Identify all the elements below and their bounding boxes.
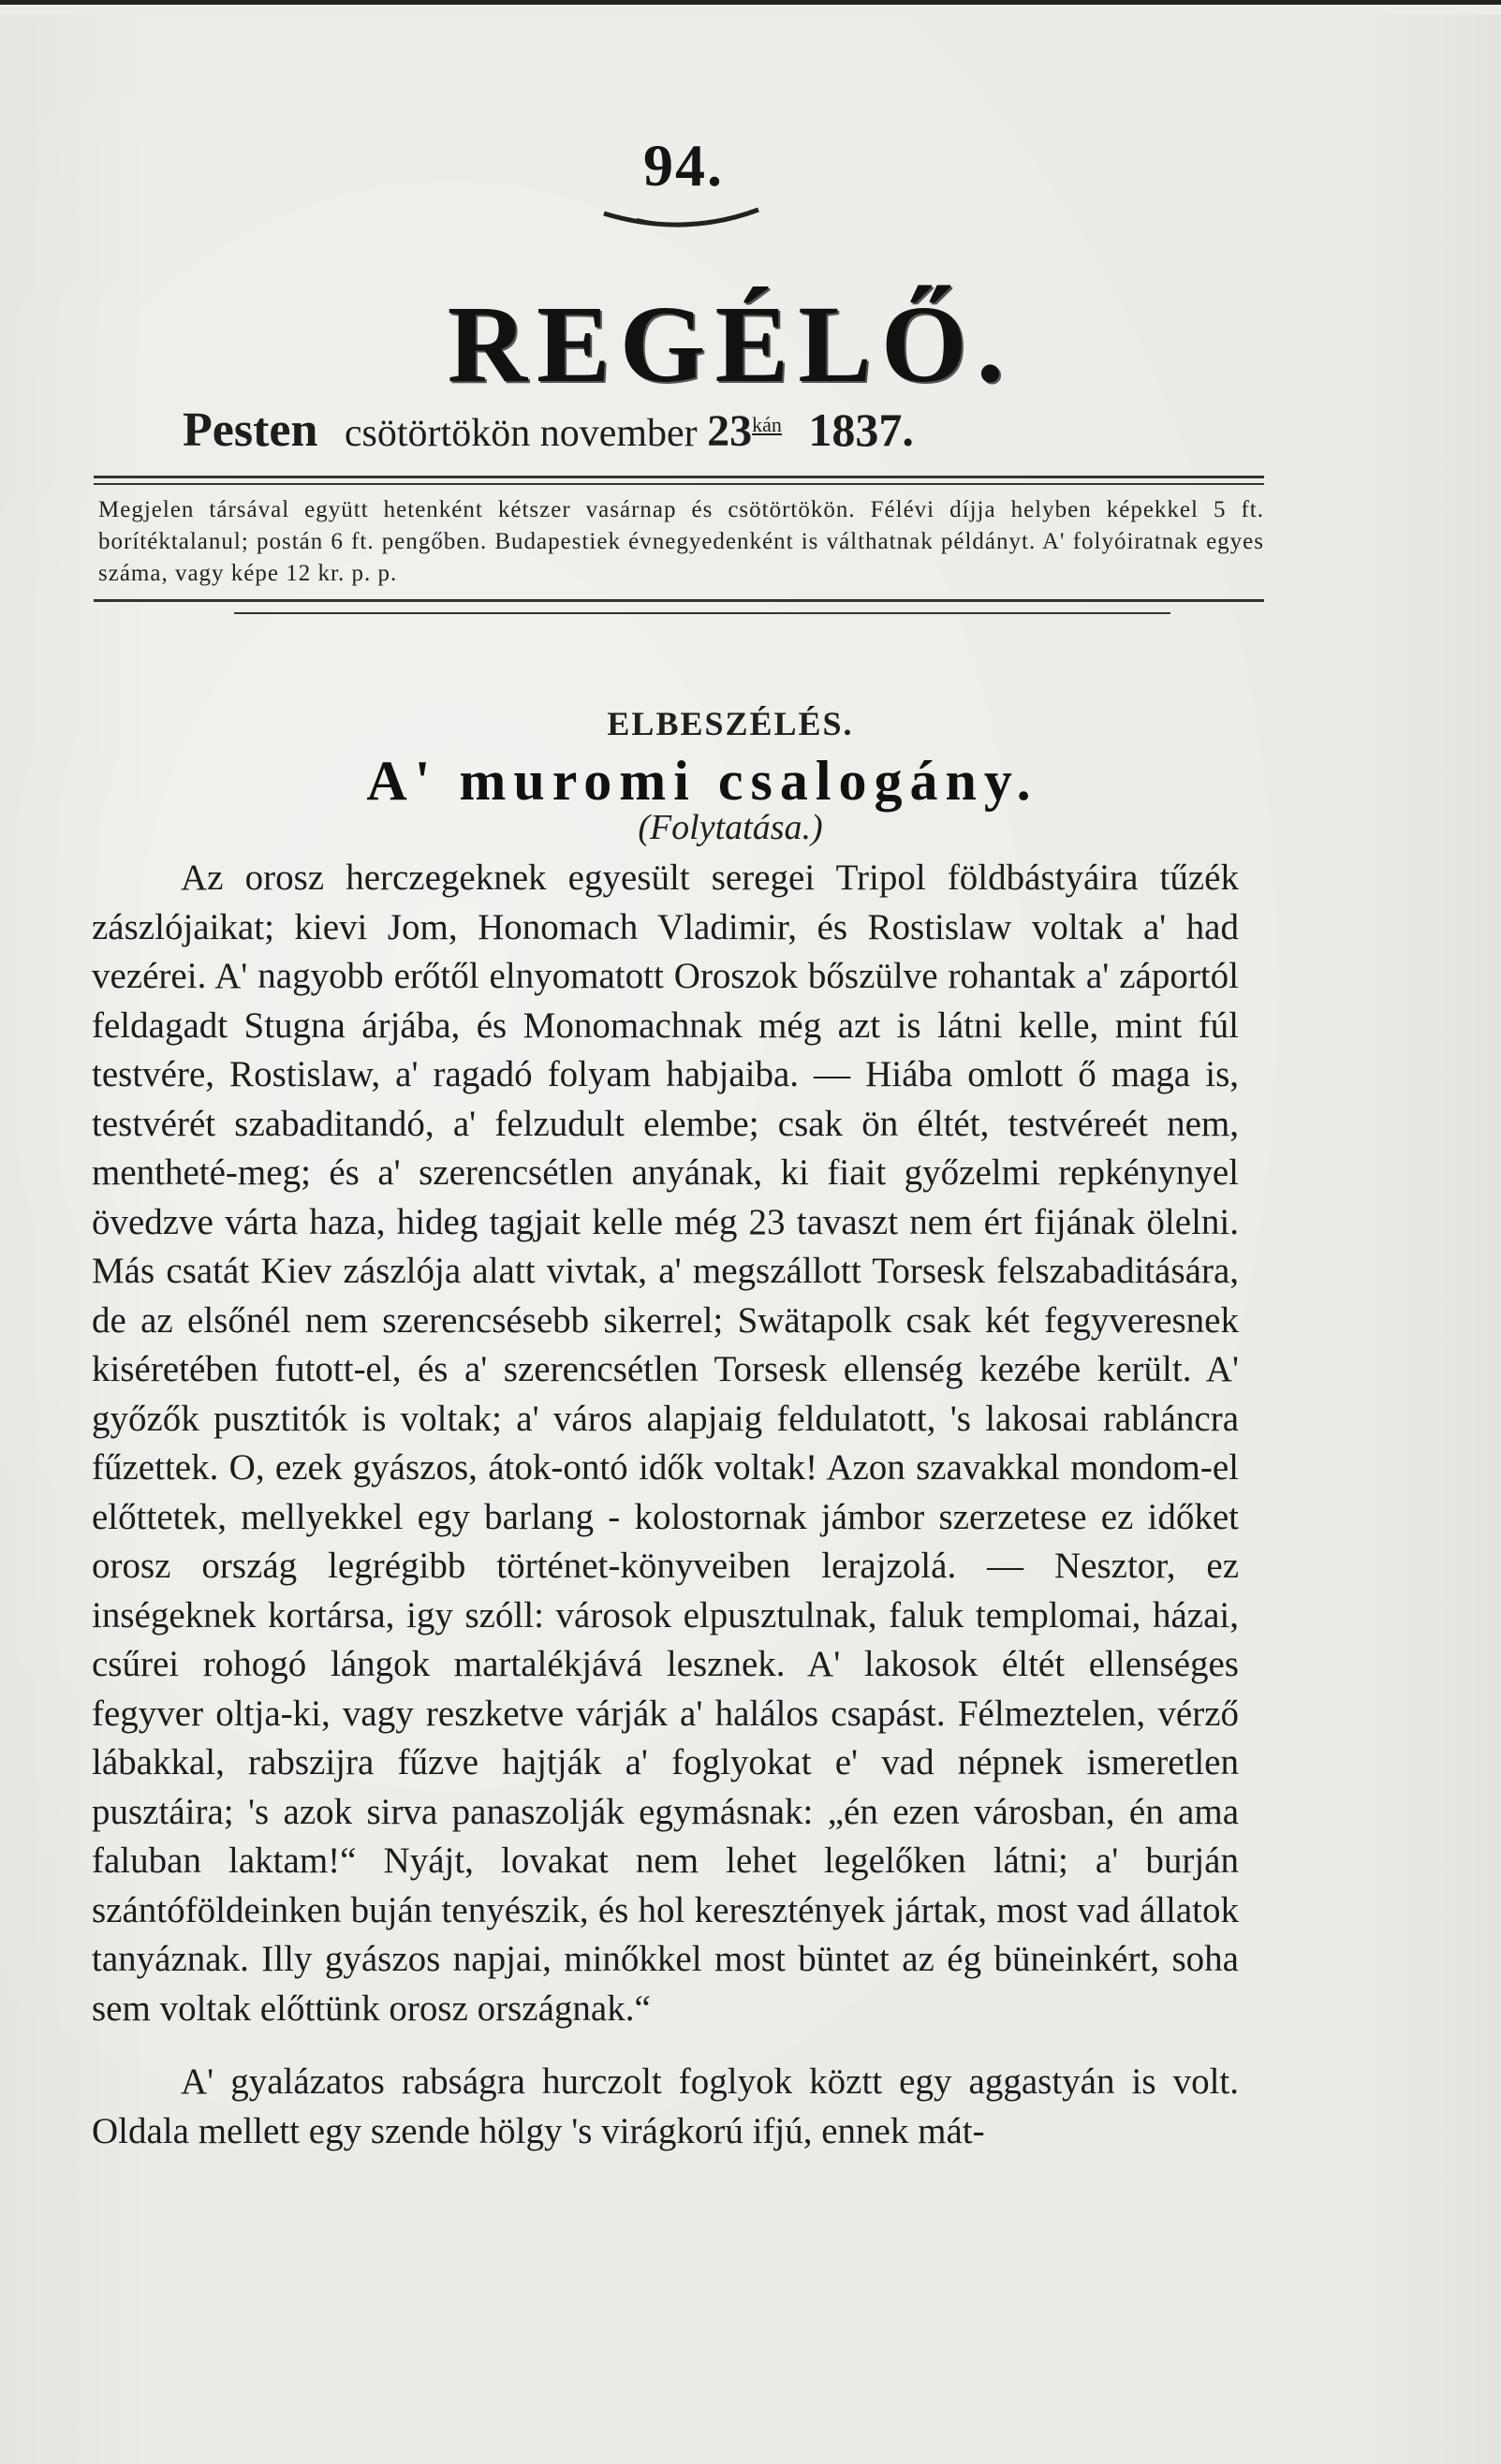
dateline-day-suffix: kán — [752, 413, 782, 436]
scan-top-edge — [0, 0, 1501, 15]
dateline-year: 1837. — [808, 403, 914, 456]
section-label: ELBESZÉLÉS. — [607, 705, 854, 742]
dateline — [183, 403, 1259, 458]
article-body — [92, 854, 1239, 2156]
article-paragraph: A' gyalázatos rabságra hurczolt foglyok köztt egy aggastyán is volt. Oldala mellett egy szende hölgy 's virágkorú ifjú, ennek mát- — [92, 2061, 1239, 2151]
subscription-notice: Megjelen társával együtt hetenként kétszer vasárnap és csötörtökön. Félévi díjja helyben képekkel 5 ft. borítéktalanul; postán 6 ft. pengőben. Budapestiek évnegyedenként is válthatnak példányt. A' folyóiratnak egyes száma, vagy képe 12 kr. p. p. — [98, 497, 1264, 586]
header-rule-bottom — [94, 599, 1264, 602]
dateline-day: 23 — [707, 406, 753, 456]
header-rule-top — [94, 476, 1264, 478]
header-rule-bottom-inner — [234, 612, 1170, 614]
story-title: A' muromi csalogány. — [366, 750, 1038, 812]
continuation-note: (Folytatása.) — [638, 808, 823, 847]
dateline-text: csötörtökön november — [344, 412, 698, 455]
issue-number: 94. — [643, 132, 724, 198]
masthead-title: REGÉLŐ. — [447, 283, 1014, 405]
dateline-city: Pesten — [183, 403, 318, 457]
ornamental-swash-icon — [599, 197, 768, 234]
header-rule-top-inner — [94, 483, 1264, 485]
article-paragraph: Az orosz herczegeknek egyesült seregei Tripol földbástyáira tűzék zászlójaikat; kievi Jom, Honomach Vladimir, és Rostislaw voltak a' had vezérei. A' nagyobb erőtől elnyomatott Oroszok bőszülve rohantak a' záportól feldagadt Stugna árjába, és Monomachnak még azt is látni kelle, mint fúl testvére, Rostislaw, a' ragadó folyam habjaiba. — Hiába omlott ő maga is, testvérét szabaditandó, a' felzudult elembe; csak ön éltét, testvéreét nem, mentheté-meg; és a' szerencsétlen anyának, ki fiait győzelmi repkénynyel övedzve várta haza, hideg tagjait kelle még 23 tavaszt nem ért fijának ölelni. Más csatát Kiev zászlója alatt vivtak, a' megszállott Torsesk felszabaditására, de az elsőnél nem szerencsésebb sikerrel; Swätapolk csak két fegyveresnek kiséretében futott-el, és a' szerencsétlen Torsesk ellenség kezébe került. A' győzők pusztitók is voltak; a' város alapjaig feldulatott, 's lakosai rabláncra fűzettek. O, ezek gyászos, átok-ontó idők voltak! Azon szavakkal mondom-el előttetek, mellyekkel egy barlang - kolostornak jámbor szerzetese ez időket orosz ország legrégibb történet-könyveiben lerajzolá. — Nesztor, ez inségeknek kortársa, igy szóll: városok elpusztulnak, faluk templomai, házai, csűrei rohogó lángok martalékjává lesznek. A' lakosok éltét ellenséges fegyver oltja-ki, vagy reszketve várják a' halálos csapást. Félmeztelen, vérző lábakkal, rabszijra fűzve hajtják a' foglyokat e' vad népnek ismeretlen pusztáira; 's azok sirva panaszolják egymásnak: „én ezen városban, én ama faluban laktam!“ Nyájt, lovakat nem lehet legelőken látni; a' burján szántóföldeinken buján tenyészik, és hol keresztények jártak, most vad állatok tanyáznak. Illy gyászos napjai, minőkkel most büntet az ég büneinkért, soha sem voltak előttünk orosz országnak.“ — [92, 858, 1239, 2029]
